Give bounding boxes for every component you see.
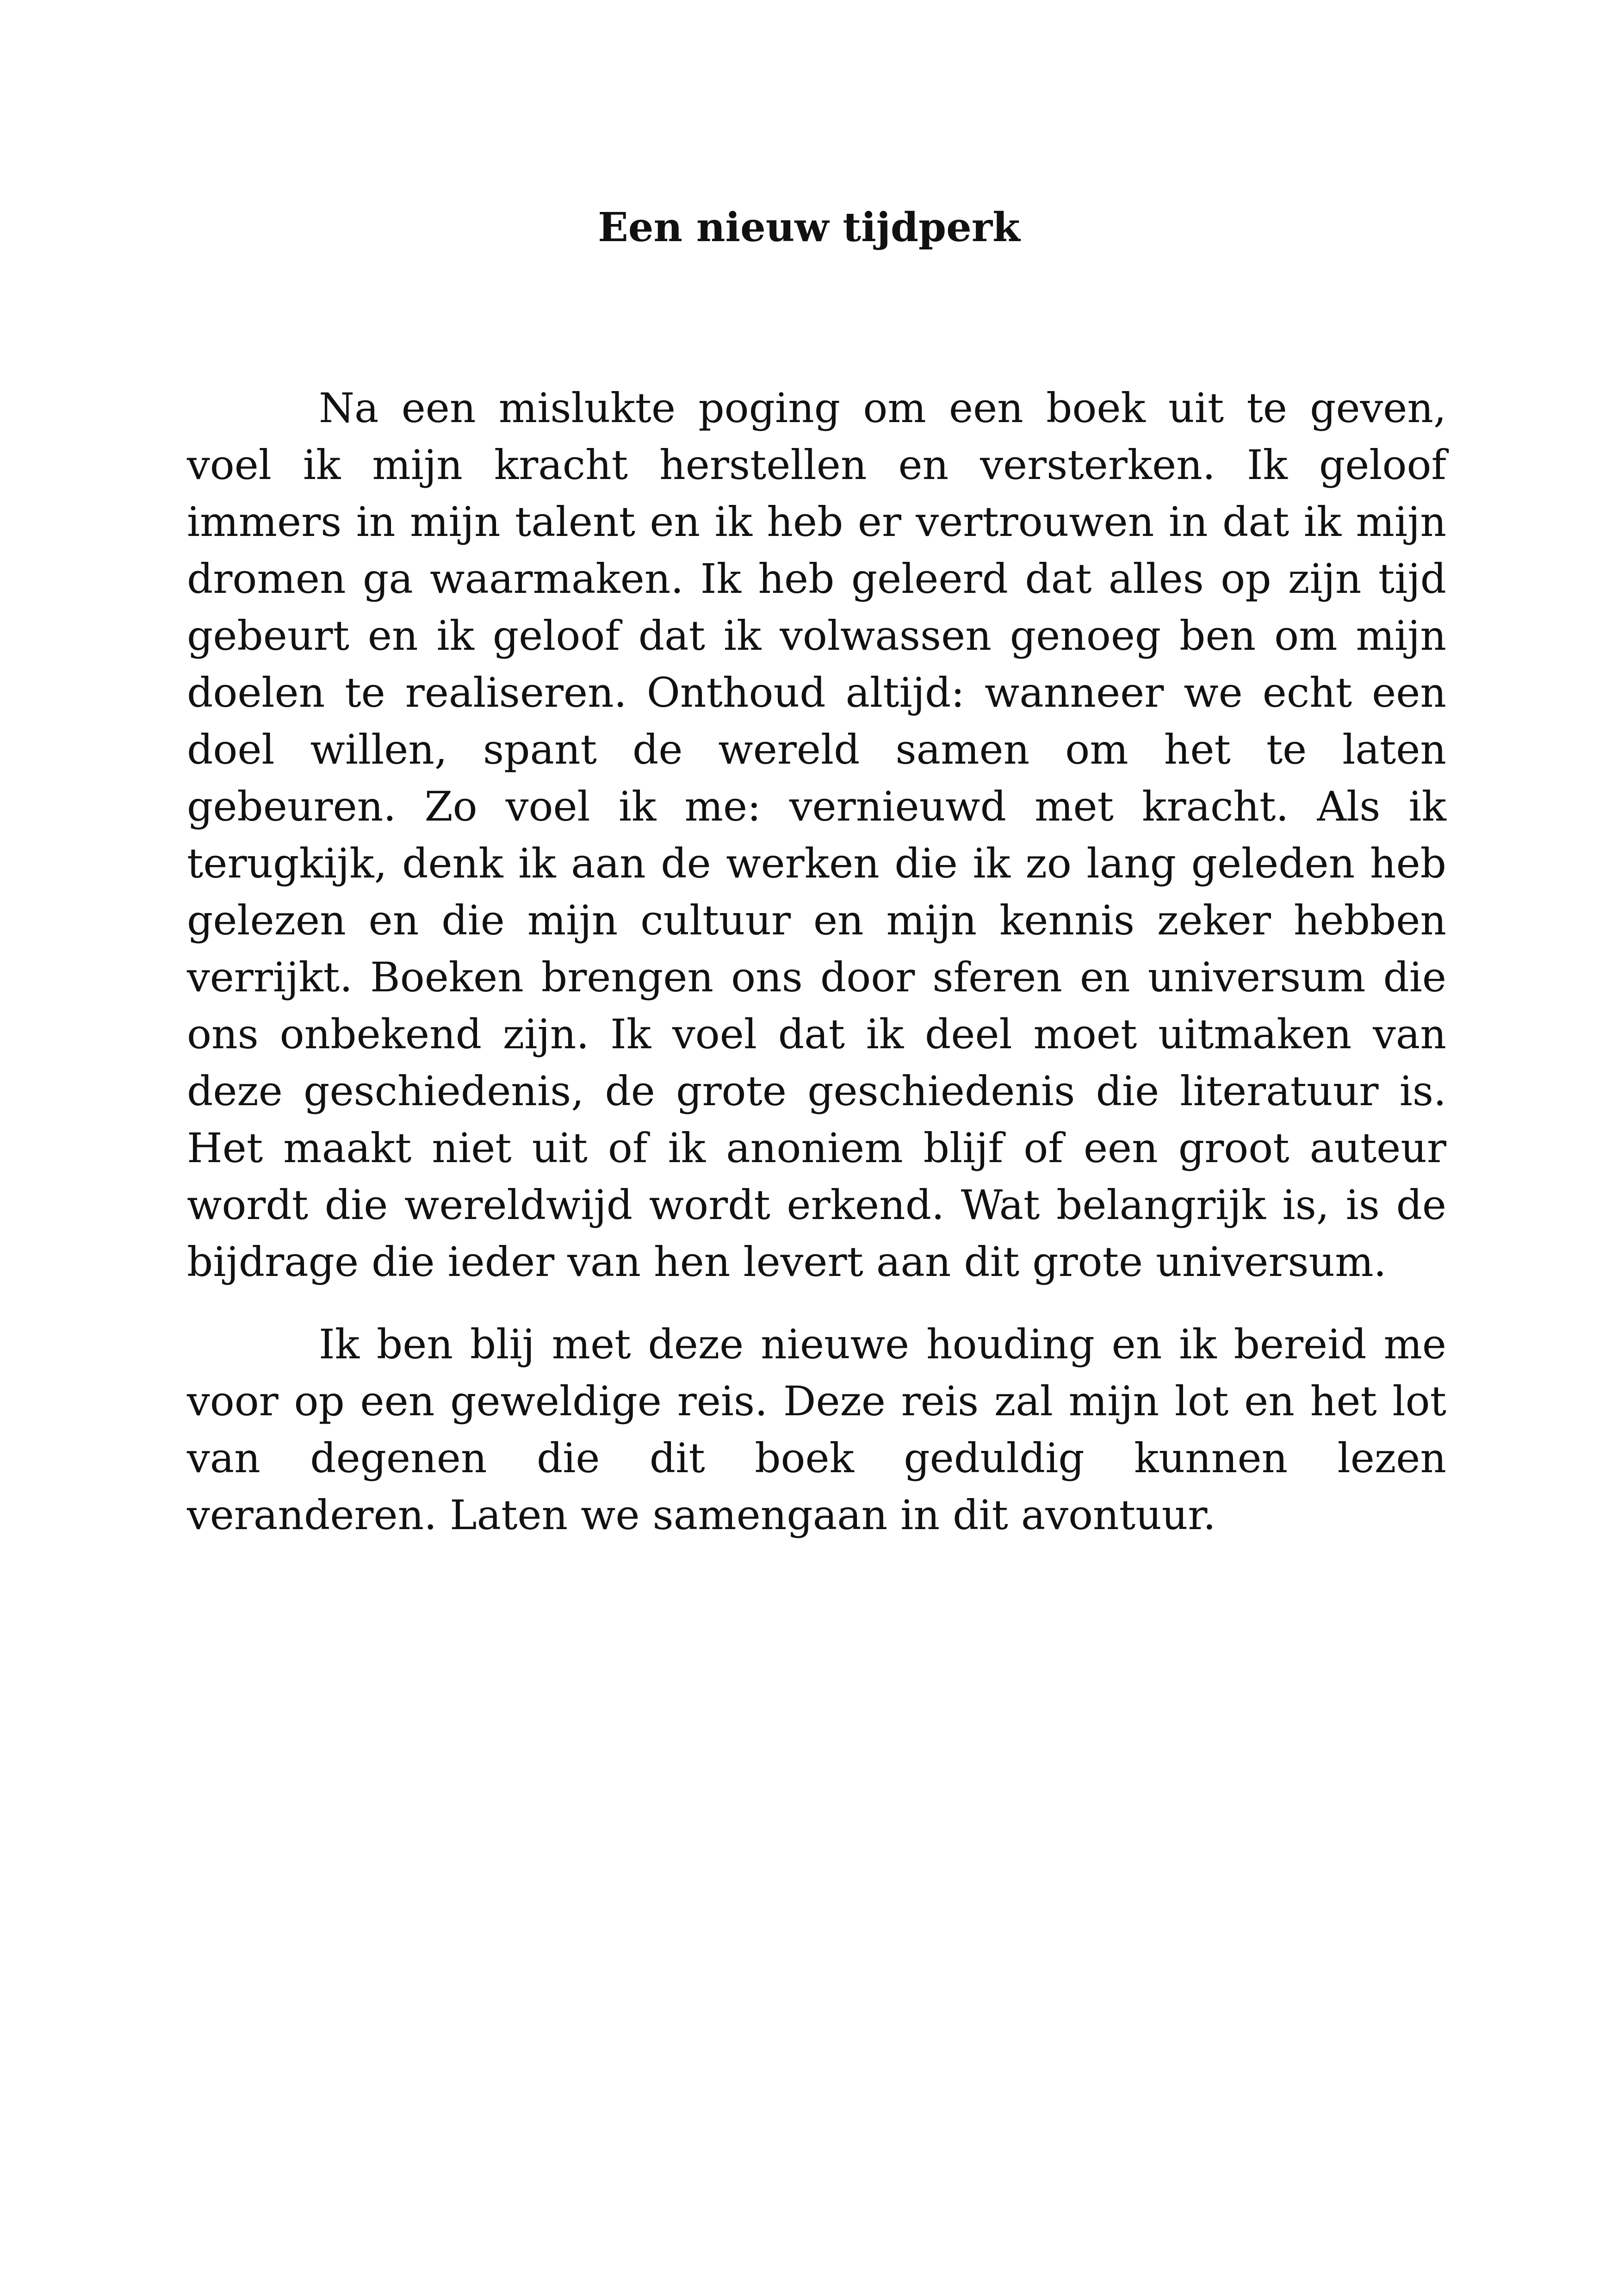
paragraph-1: Na een mislukte poging om een boek uit te geven, voel ik mijn kracht herstellen en versterken. Ik geloof immers in mijn talent en ik heb er vertrouwen in dat ik mijn dromen ga waarmaken. Ik heb geleerd dat alles op zijn tijd gebeurt en ik geloof dat ik volwassen genoeg ben om mijn doelen te realiseren. Onthoud altijd: wanneer we echt een doel willen, spant de wereld samen om het te laten gebeuren. Zo voel ik me: vernieuwd met kracht. Als ik terugkijk, denk ik aan de werken die ik zo lang geleden heb gelezen en die mijn cultuur en mijn kennis zeker hebben verrijkt. Boeken brengen ons door sferen en universum die ons onbekend zijn. Ik voel dat ik deel moet uitmaken van deze geschiedenis, de grote geschiedenis die literatuur is. Het maakt niet uit of ik anoniem blijf of een groot auteur wordt die wereldwijd wordt erkend. Wat belangrijk is, is de bijdrage die ieder van hen levert aan dit grote universum. xyxy=(187,384,1446,1286)
body-text xyxy=(187,380,1446,1543)
page-title: Een nieuw tijdperk xyxy=(598,204,1020,251)
paragraph-2: Ik ben blij met deze nieuwe houding en ik bereid me voor op een geweldige reis. Deze reis zal mijn lot en het lot van degenen die dit boek geduldig kunnen lezen veranderen. Laten we samengaan in dit avontuur. xyxy=(187,1320,1446,1539)
